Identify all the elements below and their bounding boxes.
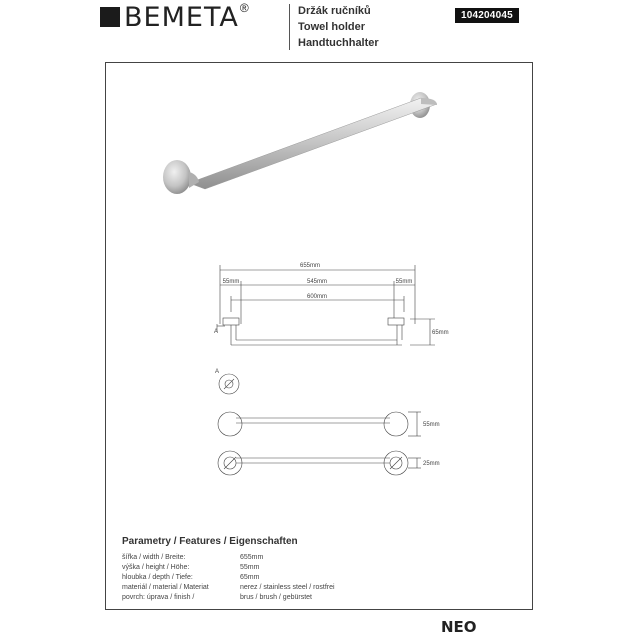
param-value: brus / brush / gebürstet (240, 594, 312, 601)
top-view (218, 412, 421, 436)
logo-square-icon (100, 7, 120, 27)
param-row-height (122, 564, 259, 571)
front-elevation (217, 265, 435, 345)
dim-end-left: 55mm (222, 279, 240, 285)
right-bend (421, 98, 437, 105)
param-label: šířka / width / Breite: (122, 554, 186, 561)
param-value: 655mm (240, 554, 264, 561)
dim-total-width: 655mm (299, 263, 321, 269)
towel-bar (189, 98, 437, 189)
param-row-material (122, 584, 335, 591)
param-label: materiál / material / Materiat (122, 584, 209, 591)
header-divider (289, 4, 290, 50)
brand-logo (100, 1, 249, 33)
dim-mount-distance: 600mm (306, 294, 328, 300)
section-mark-detail: A (215, 369, 220, 375)
dim-depth-outer: 55mm (423, 422, 440, 428)
technical-drawing (105, 62, 533, 532)
param-row-width (122, 554, 263, 561)
registered-mark: ® (239, 1, 249, 15)
dim-depth-bar: 25mm (423, 461, 440, 467)
product-code-badge: 104204045 (455, 8, 519, 23)
parameters-section (105, 528, 533, 610)
dim-height: 65mm (432, 330, 449, 336)
product-names (298, 3, 379, 51)
section-mark-front: A (214, 329, 219, 335)
param-label: povrch: úprava / finish / (122, 594, 195, 601)
param-value: 65mm (240, 574, 260, 581)
bottom-view (218, 451, 421, 475)
dim-bar-span: 545mm (306, 279, 328, 285)
product-name-en: Towel holder (298, 21, 366, 33)
product-name-de: Handtuchhalter (298, 37, 379, 49)
model-name: NEO (441, 618, 477, 636)
param-row-depth (122, 574, 259, 581)
param-label: hloubka / depth / Tiefe: (122, 574, 193, 581)
param-value: nerez / stainless steel / rostfrei (240, 584, 335, 591)
brand-name: BEMETA (124, 1, 239, 33)
product-name-cz: Držák ručníků (298, 5, 371, 17)
dim-end-right: 55mm (395, 279, 413, 285)
section-detail (219, 374, 239, 394)
parameters-title: Parametry / Features / Eigenschaften (122, 536, 298, 547)
param-row-finish (122, 594, 312, 601)
param-label: výška / height / Höhe: (122, 564, 190, 571)
param-value: 55mm (240, 564, 260, 571)
left-rosette (163, 160, 191, 194)
product-photo (163, 92, 437, 194)
